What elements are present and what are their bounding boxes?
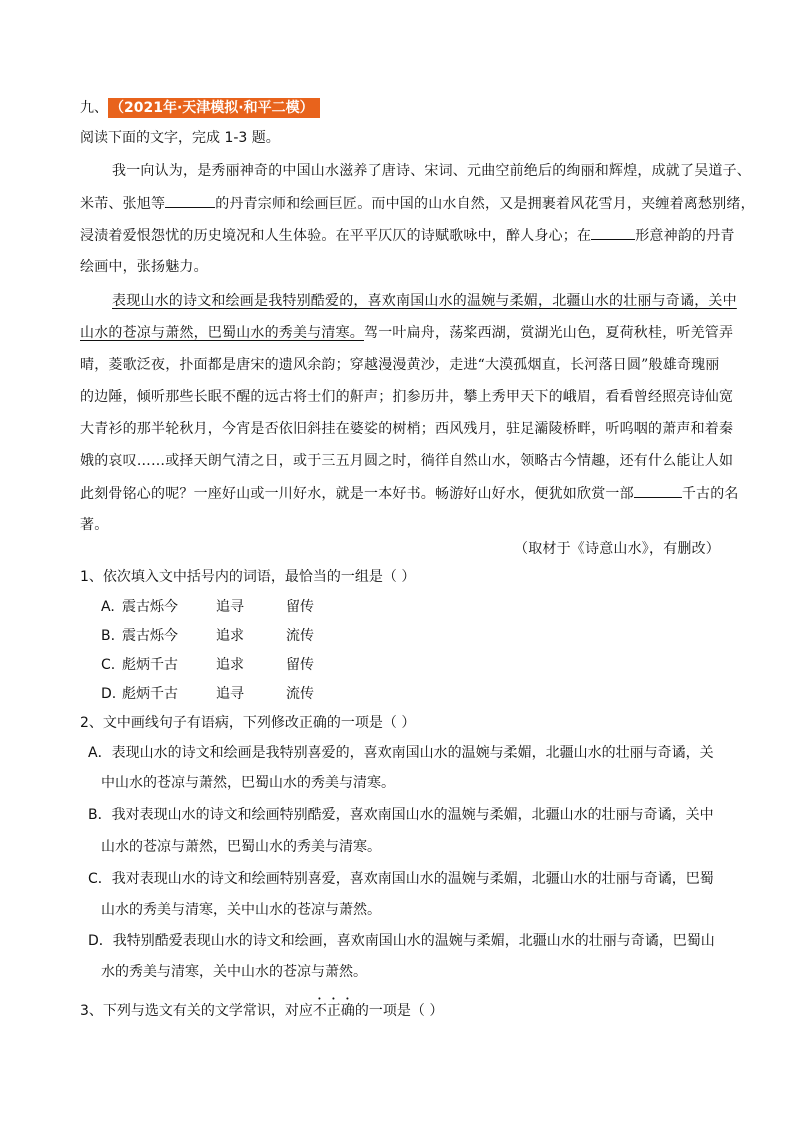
section-number: 九、 (80, 100, 108, 116)
fill-blank-1 (165, 193, 215, 208)
emphasis-dotted-text: 不正确 (312, 1003, 355, 1019)
q3-stem: 3、下列与选文有关的文学常识，对应不正确的一项是（ ） (80, 1003, 444, 1019)
passage-p2-line8: 著。 (80, 517, 109, 533)
underlined-sentence-part2: 山水的苍凉与萧然，巴蜀山水的秀美与清寒。 (80, 325, 364, 341)
instruction: 阅读下面的文字，完成 1-3 题。 (80, 130, 280, 146)
passage-p1-line2: 米芾、张旭等 的丹青宗师和绘画巨匠。而中国的山水自然，又是拥裹着风花雪月，夹缠着离愁别绪， (80, 193, 755, 214)
passage-p2-line7: 此刻骨铭心的呢？一座好山或一川好水，就是一本好书。畅游好山好水，便犹如欣赏一部 千古的名 (80, 483, 739, 504)
passage-p2-line4: 的边陲，倾听那些长眠不醒的远古将士们的鼾声；扪参历井，攀上秀甲天下的峨眉，看看曾经照亮诗仙宽 (80, 389, 734, 405)
source-tag: （2021年·天津模拟·和平二模） (108, 98, 320, 118)
passage-p2-line6: 娥的哀叹……或择天朗气清之日，或于三五月圆之时，徜徉自然山水，领略古今情趣，还有什么能让人如 (80, 453, 734, 469)
underlined-sentence-part1: 表现山水的诗文和绘画是我特别酷爱的，喜欢南国山水的温婉与柔媚，北疆山水的壮丽与奇谲，关中 (112, 293, 737, 309)
passage-p2-line5: 大青衫的那半轮秋月，今宵是否依旧斜挂在婆娑的树梢；西风残月，驻足灞陵桥畔，听呜咽的萧声和着秦 (80, 421, 734, 437)
passage-source: （取材于《诗意山水》，有删改） (514, 541, 720, 557)
passage-p2-line2: 山水的苍凉与萧然，巴蜀山水的秀美与清寒。驾一叶扁舟，荡桨西湖，赏湖光山色，夏荷秋桂，听羌管弄 (80, 325, 734, 341)
q2-stem: 2、文中画线句子有语病，下列修改正确的一项是（ ） (80, 715, 416, 731)
passage-p1-line1: 我一向认为，是秀丽神奇的中国山水滋养了唐诗、宋词、元曲空前绝后的绚丽和辉煌，成就了吴道子、 (112, 163, 751, 179)
passage-p1-line3: 浸渍着爱恨怨忧的历史境况和人生体验。在平平仄仄的诗赋歌咏中，醉人身心；在 形意神韵的丹青 (80, 225, 735, 246)
passage-p1-line4: 绘画中，张扬魅力。 (80, 259, 208, 275)
q1-stem: 1、依次填入文中括号内的词语，最恰当的一组是（ ） (80, 569, 416, 585)
passage-p2-line3: 晴，菱歌泛夜，扑面都是唐宋的遗风余韵；穿越漫漫黄沙，走进“大漠孤烟直，长河落日圆”般雄奇瑰丽 (80, 357, 720, 373)
section-header (80, 98, 320, 118)
fill-blank-2 (591, 225, 635, 240)
fill-blank-3 (634, 483, 682, 498)
